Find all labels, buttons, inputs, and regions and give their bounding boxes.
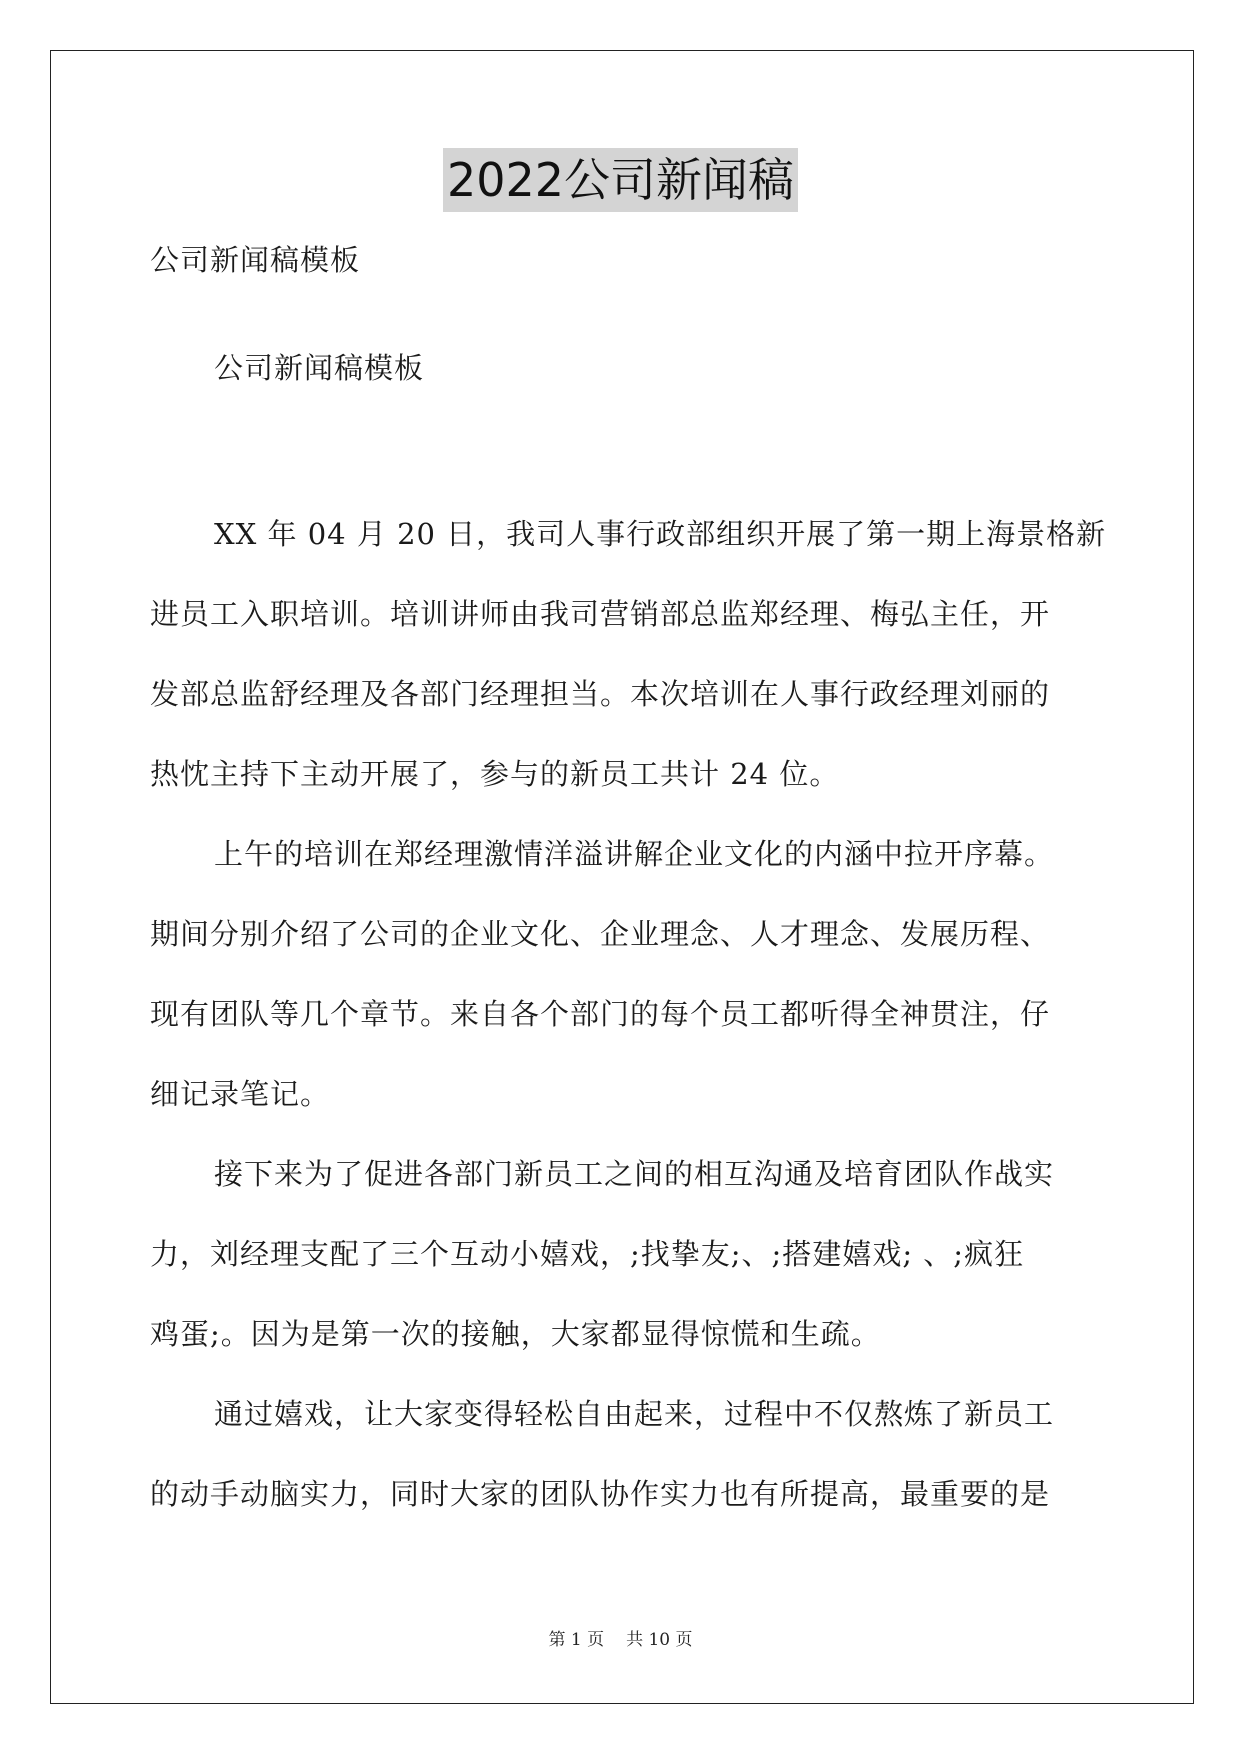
subheading: 公司新闻稿模板 [214,351,425,385]
page-number: 第 1 页 [548,1630,605,1650]
page-footer [0,1628,1241,1652]
body-line: 期间分别介绍了公司的企业文化、企业理念、人才理念、发展历程、 [150,917,1051,951]
page-border [50,50,1194,1704]
body-line: 的动手动脑实力，同时大家的团队协作实力也有所提高，最重要的是 [150,1477,1051,1511]
body-line: 鸡蛋;。因为是第一次的接触，大家都显得惊慌和生疏。 [150,1317,881,1351]
body-line: 发部总监舒经理及各部门经理担当。本次培训在人事行政经理刘丽的 [150,677,1051,711]
body-line: 细记录笔记。 [150,1077,331,1111]
document-title: 2022公司新闻稿 [443,148,798,212]
title-container [0,148,1241,212]
body-line: 热忱主持下主动开展了，参与的新员工共计 24 位。 [150,757,840,791]
heading: 公司新闻稿模板 [150,243,361,277]
body-line: 力，刘经理支配了三个互动小嬉戏，;找挚友;、;搭建嬉戏; 、;疯狂 [150,1237,1025,1271]
body-line: 通过嬉戏，让大家变得轻松自由起来，过程中不仅熬炼了新员工 [214,1397,1055,1431]
body-line: 进员工入职培训。培训讲师由我司营销部总监郑经理、梅弘主任，开 [150,597,1051,631]
body-line: XX 年 04 月 20 日，我司人事行政部组织开展了第一期上海景格新 [214,517,1107,551]
page-total: 共 10 页 [626,1630,693,1650]
body-line: 上午的培训在郑经理激情洋溢讲解企业文化的内涵中拉开序幕。 [214,837,1055,871]
body-line: 接下来为了促进各部门新员工之间的相互沟通及培育团队作战实 [214,1157,1055,1191]
body-line: 现有团队等几个章节。来自各个部门的每个员工都听得全神贯注，仔 [150,997,1051,1031]
